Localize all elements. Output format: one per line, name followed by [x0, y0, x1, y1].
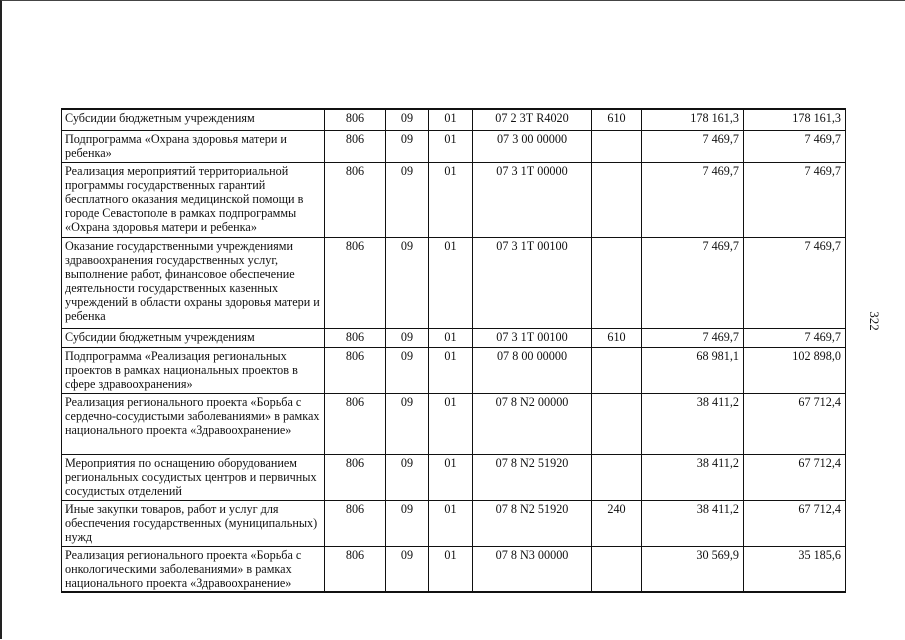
subsection-code: 01 — [429, 454, 473, 500]
section-code: 09 — [386, 130, 429, 162]
amount-1: 7 469,7 — [642, 130, 744, 162]
amount-2: 7 469,7 — [744, 237, 846, 328]
expense-type-code — [592, 546, 642, 592]
section-code: 09 — [386, 237, 429, 328]
row-name: Субсидии бюджетным учреждениям — [62, 109, 325, 130]
table-row — [62, 454, 846, 500]
table-row — [62, 237, 846, 328]
subsection-code: 01 — [429, 109, 473, 130]
row-name: Реализация регионального проекта «Борьба с сердечно-сосудистыми заболеваниями» в рамках национального проекта «Здравоохранение» — [62, 393, 325, 454]
row-name: Иные закупки товаров, работ и услуг для обеспечения государственных (муниципальных) нужд — [62, 500, 325, 546]
ministry-code: 806 — [325, 500, 386, 546]
subsection-code: 01 — [429, 237, 473, 328]
target-code: 07 3 00 00000 — [473, 130, 592, 162]
row-name: Оказание государственными учреждениями здравоохранения государственных услуг, выполнение работ, финансовое обеспечение деятельности государственных казенных учреждений в области охраны здоровья матери и ребенка — [62, 237, 325, 328]
amount-1: 7 469,7 — [642, 328, 744, 347]
amount-2: 67 712,4 — [744, 454, 846, 500]
expense-type-code — [592, 237, 642, 328]
subsection-code: 01 — [429, 500, 473, 546]
ministry-code: 806 — [325, 109, 386, 130]
table-body — [62, 109, 846, 592]
amount-1: 68 981,1 — [642, 347, 744, 393]
section-code: 09 — [386, 454, 429, 500]
target-code: 07 3 1Т 00100 — [473, 237, 592, 328]
amount-2: 7 469,7 — [744, 328, 846, 347]
expense-type-code — [592, 162, 642, 237]
ministry-code: 806 — [325, 546, 386, 592]
table-row — [62, 109, 846, 130]
ministry-code: 806 — [325, 454, 386, 500]
subsection-code: 01 — [429, 546, 473, 592]
table-row — [62, 500, 846, 546]
section-code: 09 — [386, 347, 429, 393]
row-name: Мероприятия по оснащению оборудованием региональных сосудистых центров и первичных сосудистых отделений — [62, 454, 325, 500]
amount-2: 7 469,7 — [744, 162, 846, 237]
table-row — [62, 546, 846, 592]
ministry-code: 806 — [325, 328, 386, 347]
target-code: 07 8 N2 51920 — [473, 454, 592, 500]
subsection-code: 01 — [429, 393, 473, 454]
subsection-code: 01 — [429, 130, 473, 162]
table-row — [62, 347, 846, 393]
amount-1: 30 569,9 — [642, 546, 744, 592]
table-row — [62, 162, 846, 237]
section-code: 09 — [386, 393, 429, 454]
ministry-code: 806 — [325, 347, 386, 393]
amount-1: 7 469,7 — [642, 162, 744, 237]
ministry-code: 806 — [325, 237, 386, 328]
amount-2: 102 898,0 — [744, 347, 846, 393]
target-code: 07 8 00 00000 — [473, 347, 592, 393]
page-number: 322 — [867, 311, 882, 331]
amount-1: 7 469,7 — [642, 237, 744, 328]
expense-type-code: 610 — [592, 328, 642, 347]
section-code: 09 — [386, 328, 429, 347]
table-row — [62, 393, 846, 454]
budget-table — [61, 108, 846, 593]
row-name: Подпрограмма «Реализация региональных проектов в рамках национальных проектов в сфере здравоохранения» — [62, 347, 325, 393]
subsection-code: 01 — [429, 162, 473, 237]
amount-1: 178 161,3 — [642, 109, 744, 130]
expense-type-code — [592, 454, 642, 500]
row-name: Реализация мероприятий территориальной программы государственных гарантий бесплатного оказания медицинской помощи в городе Севастополе в рамках подпрограммы «Охрана здоровья матери и ребенка» — [62, 162, 325, 237]
amount-2: 178 161,3 — [744, 109, 846, 130]
section-code: 09 — [386, 500, 429, 546]
row-name: Реализация регионального проекта «Борьба с онкологическими заболеваниями» в рамках национального проекта «Здравоохранение» — [62, 546, 325, 592]
ministry-code: 806 — [325, 130, 386, 162]
section-code: 09 — [386, 546, 429, 592]
row-name: Подпрограмма «Охрана здоровья матери и ребенка» — [62, 130, 325, 162]
target-code: 07 2 3Т R4020 — [473, 109, 592, 130]
section-code: 09 — [386, 162, 429, 237]
section-code: 09 — [386, 109, 429, 130]
amount-2: 7 469,7 — [744, 130, 846, 162]
amount-2: 35 185,6 — [744, 546, 846, 592]
subsection-code: 01 — [429, 347, 473, 393]
target-code: 07 3 1Т 00000 — [473, 162, 592, 237]
row-name: Субсидии бюджетным учреждениям — [62, 328, 325, 347]
subsection-code: 01 — [429, 328, 473, 347]
amount-2: 67 712,4 — [744, 393, 846, 454]
table-row — [62, 130, 846, 162]
amount-1: 38 411,2 — [642, 454, 744, 500]
ministry-code: 806 — [325, 393, 386, 454]
ministry-code: 806 — [325, 162, 386, 237]
target-code: 07 8 N2 51920 — [473, 500, 592, 546]
expense-type-code — [592, 130, 642, 162]
table-row — [62, 328, 846, 347]
target-code: 07 8 N3 00000 — [473, 546, 592, 592]
expense-type-code: 610 — [592, 109, 642, 130]
amount-1: 38 411,2 — [642, 500, 744, 546]
target-code: 07 8 N2 00000 — [473, 393, 592, 454]
target-code: 07 3 1Т 00100 — [473, 328, 592, 347]
amount-1: 38 411,2 — [642, 393, 744, 454]
amount-2: 67 712,4 — [744, 500, 846, 546]
expense-type-code — [592, 347, 642, 393]
expense-type-code — [592, 393, 642, 454]
expense-type-code: 240 — [592, 500, 642, 546]
